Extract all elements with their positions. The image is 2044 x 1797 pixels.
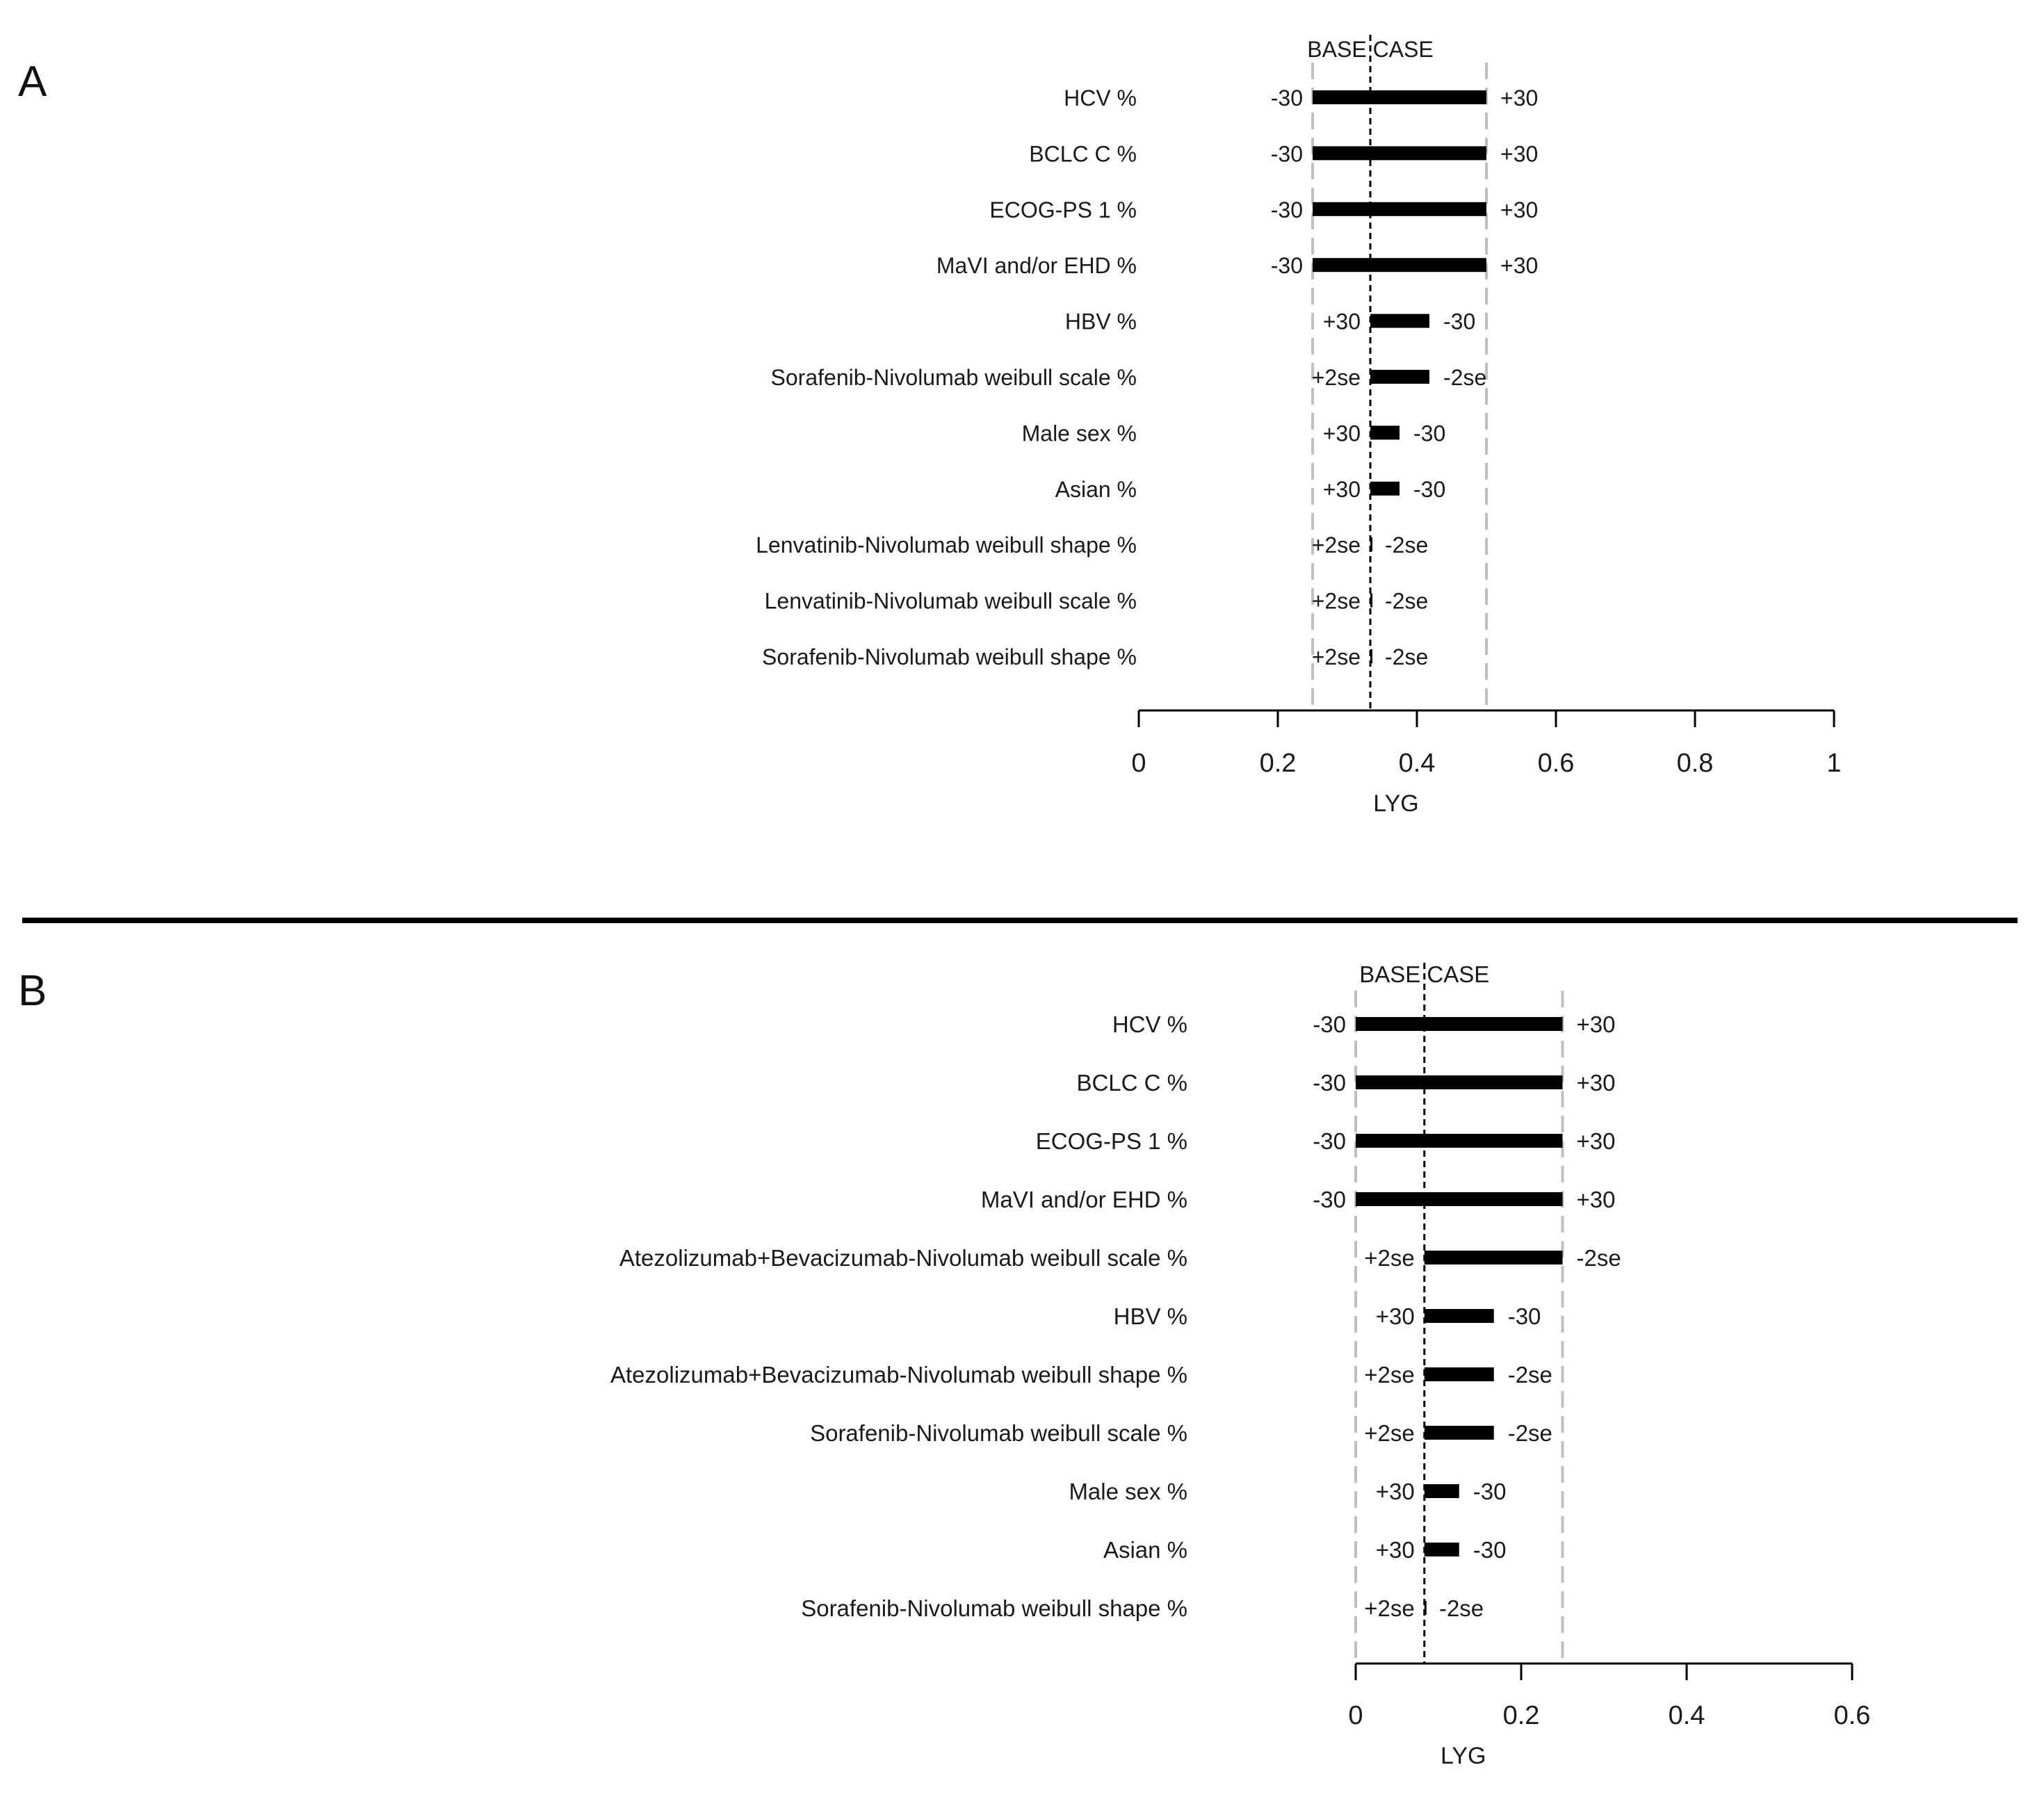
row-label: MaVI and/or EHD % bbox=[936, 253, 1137, 279]
row-label: HBV % bbox=[1113, 1303, 1187, 1329]
row-label: HBV % bbox=[1064, 309, 1137, 334]
row-label: Asian % bbox=[1055, 476, 1137, 502]
high-value-label: -2se bbox=[1576, 1245, 1621, 1271]
low-value-label: +30 bbox=[1322, 421, 1361, 446]
high-value-label: +30 bbox=[1500, 197, 1539, 222]
row-label: BCLC C % bbox=[1076, 1070, 1187, 1096]
low-value-label: -30 bbox=[1313, 1187, 1346, 1212]
tornado-bar bbox=[1356, 1017, 1563, 1031]
high-value-label: -2se bbox=[1507, 1362, 1552, 1388]
tornado-bar bbox=[1425, 1251, 1563, 1265]
tornado-bar bbox=[1370, 314, 1429, 328]
tornado-chart-a bbox=[0, 0, 2044, 897]
low-value-label: +2se bbox=[1311, 588, 1361, 614]
high-value-label: +30 bbox=[1500, 86, 1539, 111]
low-value-label: +2se bbox=[1311, 644, 1361, 669]
x-axis-label: LYG bbox=[1440, 1743, 1486, 1769]
tornado-bar bbox=[1313, 90, 1486, 104]
low-value-label: +2se bbox=[1364, 1420, 1415, 1446]
tornado-bar bbox=[1370, 425, 1400, 439]
tornado-bar bbox=[1425, 1484, 1459, 1498]
high-value-label: -2se bbox=[1385, 644, 1429, 669]
low-value-label: -30 bbox=[1270, 197, 1303, 222]
low-value-label: -30 bbox=[1313, 1011, 1346, 1037]
high-value-label: +30 bbox=[1576, 1011, 1616, 1037]
high-value-label: +30 bbox=[1576, 1187, 1616, 1212]
tornado-bar bbox=[1425, 1426, 1494, 1440]
x-axis-label: LYG bbox=[1373, 790, 1419, 817]
high-value-label: +30 bbox=[1576, 1128, 1616, 1154]
high-value-label: +30 bbox=[1500, 141, 1539, 167]
row-label: Male sex % bbox=[1069, 1479, 1187, 1504]
row-label: Lenvatinib-Nivolumab weibull shape % bbox=[756, 532, 1137, 558]
x-tick-label: 0.4 bbox=[1398, 749, 1436, 778]
low-value-label: -30 bbox=[1313, 1128, 1346, 1154]
tornado-bar bbox=[1356, 1192, 1563, 1206]
row-label: MaVI and/or EHD % bbox=[980, 1187, 1187, 1212]
low-value-label: +30 bbox=[1322, 309, 1361, 334]
tornado-bar bbox=[1425, 1543, 1459, 1556]
x-tick-label: 0.2 bbox=[1502, 1701, 1540, 1730]
low-value-label: -30 bbox=[1270, 141, 1303, 167]
low-value-label: +2se bbox=[1364, 1245, 1415, 1271]
x-tick-label: 0.8 bbox=[1676, 749, 1714, 778]
high-value-label: -30 bbox=[1413, 421, 1446, 446]
high-value-label: -2se bbox=[1385, 588, 1429, 614]
low-value-label: +2se bbox=[1364, 1595, 1415, 1621]
row-label: Atezolizumab+Bevacizumab-Nivolumab weibull scale % bbox=[619, 1245, 1187, 1271]
row-label: HCV % bbox=[1064, 86, 1137, 111]
high-value-label: -30 bbox=[1443, 309, 1476, 334]
low-value-label: -30 bbox=[1270, 253, 1303, 279]
row-label: Sorafenib-Nivolumab weibull shape % bbox=[762, 644, 1137, 669]
row-label: Atezolizumab+Bevacizumab-Nivolumab weibull shape % bbox=[610, 1362, 1187, 1388]
high-value-label: -30 bbox=[1473, 1537, 1507, 1563]
x-tick-label: 1 bbox=[1826, 749, 1842, 778]
row-label: Sorafenib-Nivolumab weibull scale % bbox=[810, 1420, 1187, 1446]
panel-b-letter: B bbox=[18, 967, 47, 1015]
low-value-label: -30 bbox=[1270, 86, 1303, 111]
low-value-label: -30 bbox=[1313, 1070, 1346, 1096]
high-value-label: +30 bbox=[1500, 253, 1539, 279]
x-tick-label: 0.6 bbox=[1833, 1701, 1871, 1730]
high-value-label: -2se bbox=[1438, 1595, 1484, 1621]
tornado-bar bbox=[1370, 482, 1400, 496]
row-label: BCLC C % bbox=[1029, 141, 1137, 167]
tornado-bar bbox=[1425, 1309, 1494, 1323]
tornado-bar bbox=[1356, 1134, 1563, 1148]
row-label: ECOG-PS 1 % bbox=[1035, 1128, 1187, 1154]
low-value-label: +30 bbox=[1322, 476, 1361, 502]
high-value-label: -30 bbox=[1473, 1479, 1507, 1504]
row-label: Asian % bbox=[1103, 1537, 1187, 1563]
tornado-chart-b bbox=[0, 932, 2044, 1794]
x-tick-label: 0.6 bbox=[1537, 749, 1575, 778]
low-value-label: +30 bbox=[1375, 1303, 1415, 1329]
x-tick-label: 0.4 bbox=[1668, 1701, 1705, 1730]
panel-a-letter: A bbox=[18, 58, 47, 106]
tornado-bar bbox=[1425, 1367, 1494, 1381]
tornado-bar bbox=[1356, 1075, 1563, 1089]
low-value-label: +2se bbox=[1364, 1362, 1415, 1388]
high-value-label: -30 bbox=[1413, 476, 1446, 502]
x-tick-label: 0.2 bbox=[1259, 749, 1297, 778]
low-value-label: +2se bbox=[1311, 532, 1361, 558]
row-label: Lenvatinib-Nivolumab weibull scale % bbox=[764, 588, 1137, 614]
row-label: Sorafenib-Nivolumab weibull scale % bbox=[770, 365, 1137, 390]
base-case-label: BASE CASE bbox=[1307, 37, 1434, 62]
row-label: ECOG-PS 1 % bbox=[989, 197, 1137, 222]
high-value-label: -2se bbox=[1507, 1420, 1552, 1446]
low-value-label: +30 bbox=[1375, 1537, 1415, 1563]
low-value-label: +30 bbox=[1375, 1479, 1415, 1504]
high-value-label: +30 bbox=[1576, 1070, 1616, 1096]
base-case-label: BASE CASE bbox=[1359, 961, 1490, 987]
x-tick-label: 0 bbox=[1131, 749, 1146, 778]
panel-divider bbox=[22, 918, 2018, 923]
high-value-label: -2se bbox=[1443, 365, 1487, 390]
row-label: Male sex % bbox=[1021, 421, 1137, 446]
low-value-label: +2se bbox=[1311, 365, 1361, 390]
x-tick-label: 0 bbox=[1348, 1701, 1363, 1730]
row-label: HCV % bbox=[1112, 1011, 1187, 1037]
tornado-bar bbox=[1370, 370, 1429, 384]
high-value-label: -30 bbox=[1507, 1303, 1541, 1329]
tornado-bar bbox=[1313, 202, 1486, 216]
tornado-bar bbox=[1313, 258, 1486, 272]
tornado-bar bbox=[1313, 146, 1486, 160]
high-value-label: -2se bbox=[1385, 532, 1429, 558]
row-label: Sorafenib-Nivolumab weibull shape % bbox=[801, 1595, 1187, 1621]
